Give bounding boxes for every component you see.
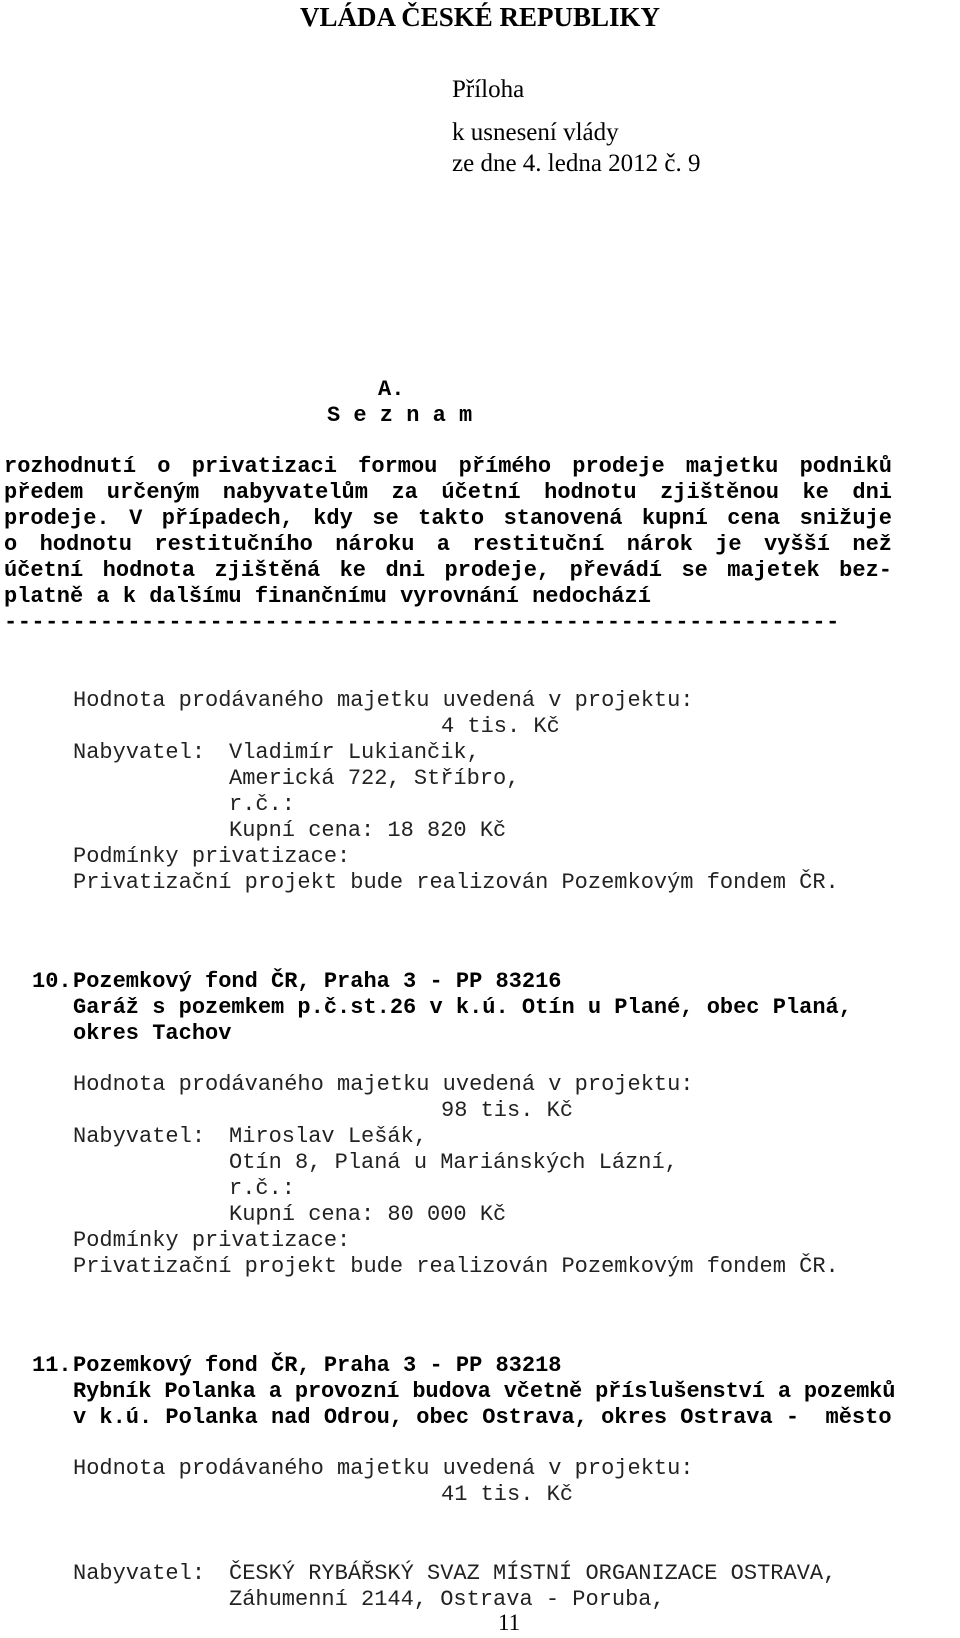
government-title: VLÁDA ČESKÉ REPUBLIKY — [299, 2, 661, 32]
entry-heading: Pozemkový fond ČR, Praha 3 - PP 83218 — [73, 1353, 562, 1378]
acquirer-address: Americká 722, Stříbro, — [229, 766, 520, 791]
value-label: Hodnota prodávaného majetku uvedená v projektu: — [73, 688, 694, 713]
entry-heading: Rybník Polanka a provozní budova včetně příslušenství a pozemků — [73, 1379, 896, 1404]
intro-line: rozhodnutí o privatizaci formou přímého prodeje majetku podniků — [4, 454, 892, 479]
conditions-label: Podmínky privatizace: — [73, 1228, 351, 1253]
purchase-price: Kupní cena: 18 820 Kč — [229, 818, 507, 843]
annex-label: Příloha — [452, 76, 525, 103]
acquirer-address: Záhumenní 2144, Ostrava - Poruba, — [229, 1587, 665, 1612]
acquirer-address: Otín 8, Planá u Mariánských Lázní, — [229, 1150, 678, 1175]
value-amount: 98 tis. Kč — [441, 1098, 574, 1123]
page-number: 11 — [498, 1610, 521, 1635]
entry-heading: Garáž s pozemkem p.č.st.26 v k.ú. Otín u Plané, obec Planá, — [73, 995, 852, 1020]
section-letter: A. — [378, 377, 405, 402]
intro-line: účetní hodnota zjištěná ke dni prodeje, převádí se majetek bez- — [4, 558, 892, 583]
entry-number: 10. — [32, 969, 72, 994]
purchase-price: Kupní cena: 80 000 Kč — [229, 1202, 507, 1227]
acquirer-name: Miroslav Lešák, — [229, 1124, 428, 1149]
rc-label: r.č.: — [229, 792, 296, 817]
conditions-text: Privatizační projekt bude realizován Pozemkovým fondem ČR. — [73, 1254, 839, 1279]
rc-label: r.č.: — [229, 1176, 296, 1201]
entry-heading: v k.ú. Polanka nad Odrou, obec Ostrava, okres Ostrava - město — [73, 1405, 892, 1430]
value-label: Hodnota prodávaného majetku uvedená v projektu: — [73, 1456, 694, 1481]
section-title: S e z n a m — [327, 403, 473, 428]
separator-line: ------------------------------------------------------------- — [4, 610, 840, 635]
resolution-date: ze dne 4. ledna 2012 č. 9 — [452, 150, 701, 177]
value-label: Hodnota prodávaného majetku uvedená v projektu: — [73, 1072, 694, 1097]
conditions-text: Privatizační projekt bude realizován Pozemkovým fondem ČR. — [73, 870, 839, 895]
entry-number: 11. — [32, 1353, 72, 1378]
acquirer-name: ČESKÝ RYBÁŘSKÝ SVAZ MÍSTNÍ ORGANIZACE OSTRAVA, — [229, 1561, 837, 1586]
acquirer-label: Nabyvatel: — [73, 1561, 206, 1586]
acquirer-name: Vladimír Lukiančik, — [229, 740, 480, 765]
intro-line: o hodnotu restitučního nároku a restituční nárok je vyšší než — [4, 532, 892, 557]
entry-heading: Pozemkový fond ČR, Praha 3 - PP 83216 — [73, 969, 562, 994]
value-amount: 41 tis. Kč — [441, 1482, 574, 1507]
conditions-label: Podmínky privatizace: — [73, 844, 351, 869]
acquirer-label: Nabyvatel: — [73, 740, 206, 765]
value-amount: 4 tis. Kč — [441, 714, 560, 739]
acquirer-label: Nabyvatel: — [73, 1124, 206, 1149]
intro-line: platně a k dalšímu finančnímu vyrovnání nedochází — [4, 584, 651, 609]
resolution-line: k usnesení vlády — [452, 119, 619, 146]
intro-line: předem určeným nabyvatelům za účetní hodnotu zjištěnou ke dni — [4, 480, 892, 505]
entry-heading: okres Tachov — [73, 1021, 232, 1046]
intro-line: prodeje. V případech, kdy se takto stanovená kupní cena snižuje — [4, 506, 892, 531]
